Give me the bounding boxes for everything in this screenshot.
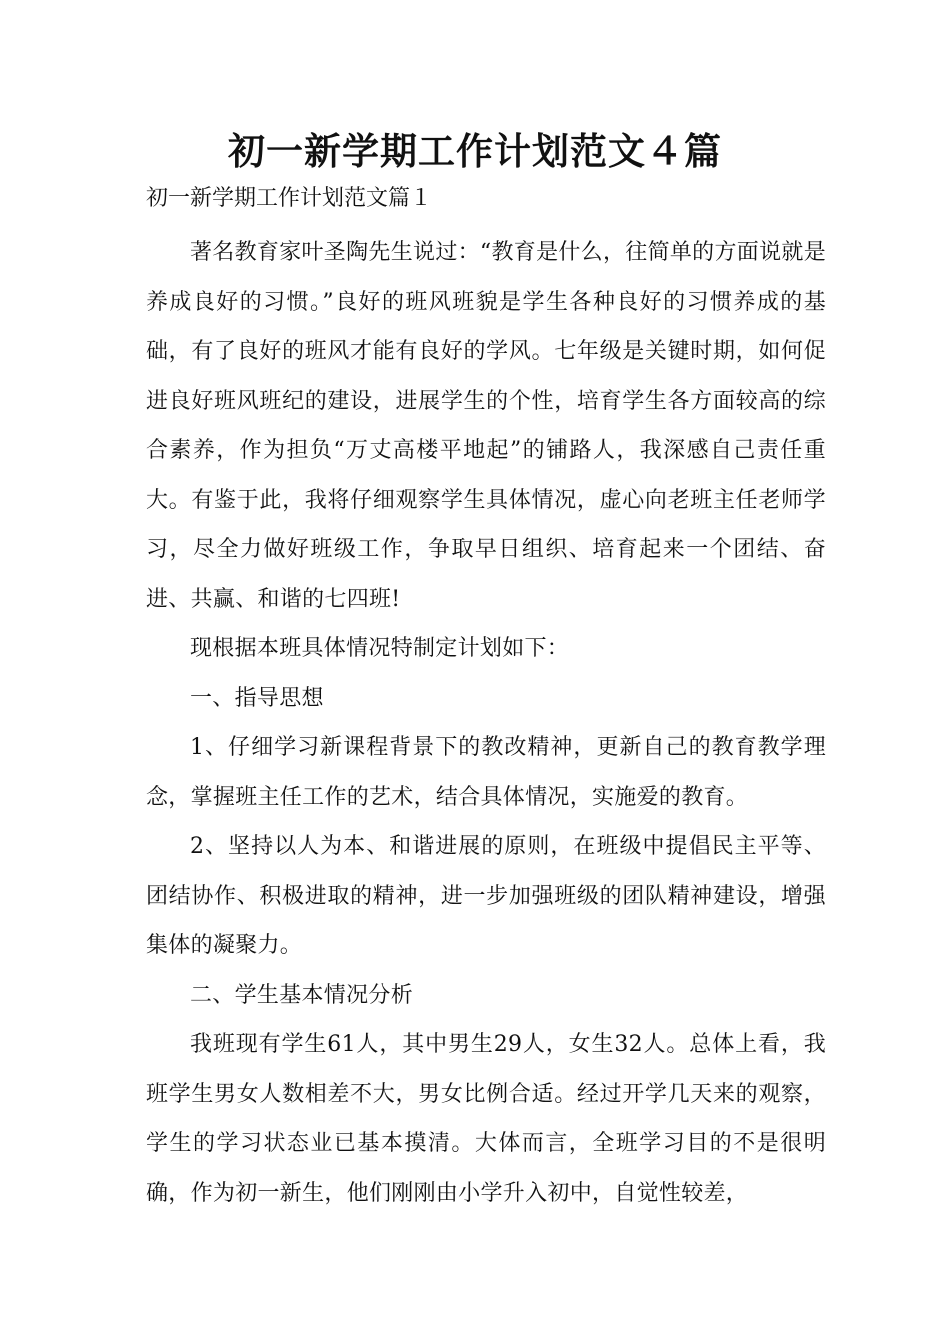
paragraph-student-analysis: 我班现有学生61人，其中男生29人，女生32人。总体上看，我班学生男女人数相差不大，男女比例合适。经过开学几天来的观察，学生的学习状态业已基本摸清。大体而言，全班学习目的不是很明确，作为初一新生，他们刚刚由小学升入初中，自觉性较差， xyxy=(146,1032,826,1206)
heading-student-analysis: 二、学生基本情况分析 xyxy=(190,982,414,1008)
section-title: 初一新学期工作计划范文篇１ xyxy=(146,186,433,211)
paragraph-point-2: 2、坚持以人为本、和谐进展的原则，在班级中提倡民主平等、团结协作、积极进取的精神，进一步加强班级的团队精神建设，增强集体的凝聚力。 xyxy=(146,834,826,958)
paragraph-intro: 著名教育家叶圣陶先生说过：“教育是什么，往简单的方面说就是养成良好的习惯。”良好的班风班貌是学生各种良好的习惯养成的基础，有了良好的班风才能有良好的学风。七年级是关键时期，如何促进良好班风班纪的建设，进展学生的个性，培育学生各方面较高的综合素养，作为担负“万丈高楼平地起”的铺路人，我深感自己责任重大。有鉴于此，我将仔细观察学生具体情况，虚心向老班主任老师学习，尽全力做好班级工作，争取早日组织、培育起来一个团结、奋进、共赢、和谐的七四班! xyxy=(146,240,826,612)
document-title: 初一新学期工作计划范文４篇 xyxy=(228,130,722,173)
heading-guiding-ideology: 一、指导思想 xyxy=(190,685,324,711)
document-body xyxy=(146,228,826,1218)
paragraph-plan-statement: 现根据本班具体情况特制定计划如下： xyxy=(190,636,570,661)
paragraph-point-1: 1、仔细学习新课程背景下的教改精神，更新自己的教育教学理念，掌握班主任工作的艺术，结合具体情况，实施爱的教育。 xyxy=(146,735,826,810)
